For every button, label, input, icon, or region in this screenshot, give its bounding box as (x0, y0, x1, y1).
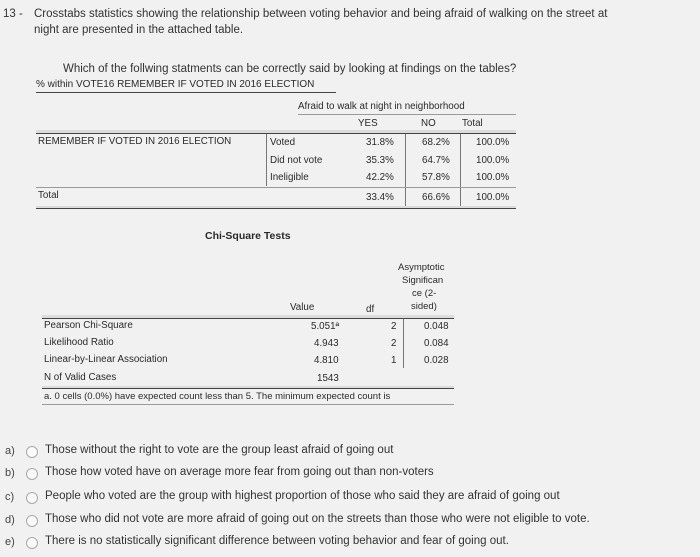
option-radio[interactable] (26, 537, 38, 549)
option-radio[interactable] (26, 446, 38, 458)
option-radio[interactable] (26, 468, 38, 480)
chi-row-value: 5.051ª (311, 321, 340, 332)
option-text[interactable]: Those how voted have on average more fear from going out than non-voters (45, 466, 434, 478)
chi-footnote: a. 0 cells (0.0%) have expected count less than 5. The minimum expected count is (44, 391, 391, 402)
header-rule (36, 133, 516, 134)
cell-no: 68.2% (422, 137, 450, 148)
chi-bottom-rule (42, 388, 454, 389)
cell-yes: 31.8% (366, 137, 394, 148)
col-header-total: Total (462, 118, 483, 129)
option-radio[interactable] (26, 515, 38, 527)
option-letter: d) (5, 514, 15, 526)
question-text-line1: Crosstabs statistics showing the relationship between voting behavior and being afraid of walking on the street at (34, 8, 608, 20)
total-rule (36, 187, 516, 188)
cell-yes: 42.2% (366, 172, 394, 183)
chi-row-label: N of Valid Cases (44, 372, 117, 383)
chi-row-df: 1 (391, 355, 397, 366)
cell-total: 100.0% (476, 172, 510, 183)
chi-row-label: Linear-by-Linear Association (44, 354, 168, 365)
subtitle-rule (36, 92, 336, 93)
df-col-divider (403, 318, 404, 368)
crosstab-subtitle: % within VOTE16 REMEMBER IF VOTED IN 2016 ELECTION (36, 79, 315, 90)
header-sig-3: ce (2- (412, 288, 437, 299)
cell-total: 100.0% (476, 137, 510, 148)
option-radio[interactable] (26, 492, 38, 504)
col-header-yes: YES (358, 118, 378, 129)
no-col-divider (460, 134, 461, 207)
header-sig-4: sided) (411, 301, 437, 312)
option-letter: b) (5, 467, 15, 479)
header-group-rule (298, 114, 516, 115)
chi-row-label: Likelihood Ratio (44, 337, 114, 348)
chi-header-rule (42, 318, 454, 319)
footnote-rule (42, 404, 454, 405)
row-label-divider (266, 134, 267, 186)
chi-row-sig: 0.084 (424, 338, 449, 349)
chi-row-value: 4.943 (314, 338, 339, 349)
chi-row-sig: 0.028 (424, 355, 449, 366)
crosstab-header-group: Afraid to walk at night in neighborhood (298, 101, 465, 112)
total-total: 100.0% (476, 192, 510, 203)
row-label: Voted (270, 137, 296, 148)
question-number: 13 - (3, 8, 23, 20)
header-value: Value (290, 302, 315, 313)
row-group-label: REMEMBER IF VOTED IN 2016 ELECTION (38, 136, 232, 147)
option-letter: a) (5, 445, 15, 457)
header-df: df (366, 304, 375, 315)
yes-col-divider (405, 134, 406, 207)
question-text-line2: night are presented in the attached table. (34, 24, 244, 36)
chi-row-df: 2 (391, 338, 397, 349)
chi-row-label: Pearson Chi-Square (44, 320, 133, 331)
chi-row-value: 4.810 (314, 355, 339, 366)
cell-no: 64.7% (422, 155, 450, 166)
option-letter: e) (5, 536, 15, 548)
bottom-rule (36, 208, 516, 209)
question-prompt: Which of the follwing statments can be correctly said by looking at findings on the tables? (63, 63, 517, 75)
option-text[interactable]: People who voted are the group with highest proportion of those who said they are afraid of going out (45, 490, 560, 502)
option-text[interactable]: There is no statistically significant difference between voting behavior and fear of going out. (45, 535, 509, 547)
header-sig-2: Significan (402, 275, 444, 286)
cell-no: 57.8% (422, 172, 450, 183)
total-yes: 33.4% (366, 192, 394, 203)
option-text[interactable]: Those without the right to vote are the group least afraid of going out (45, 444, 394, 456)
option-text[interactable]: Those who did not vote are more afraid of going out on the streets than those who were not eligible to vote. (45, 513, 590, 525)
row-label: Ineligible (270, 172, 309, 183)
chi-row-df: 2 (391, 321, 397, 332)
col-header-no: NO (421, 118, 436, 129)
cell-total: 100.0% (476, 155, 510, 166)
option-letter: c) (5, 491, 15, 503)
total-no: 66.6% (422, 192, 450, 203)
total-label: Total (38, 190, 59, 201)
cell-yes: 35.3% (366, 155, 394, 166)
header-sig-1: Asymptotic (398, 262, 445, 273)
chi-square-title: Chi-Square Tests (205, 230, 291, 242)
chi-row-value: 1543 (317, 373, 339, 384)
row-label: Did not vote (270, 155, 323, 166)
chi-row-sig: 0.048 (424, 321, 449, 332)
